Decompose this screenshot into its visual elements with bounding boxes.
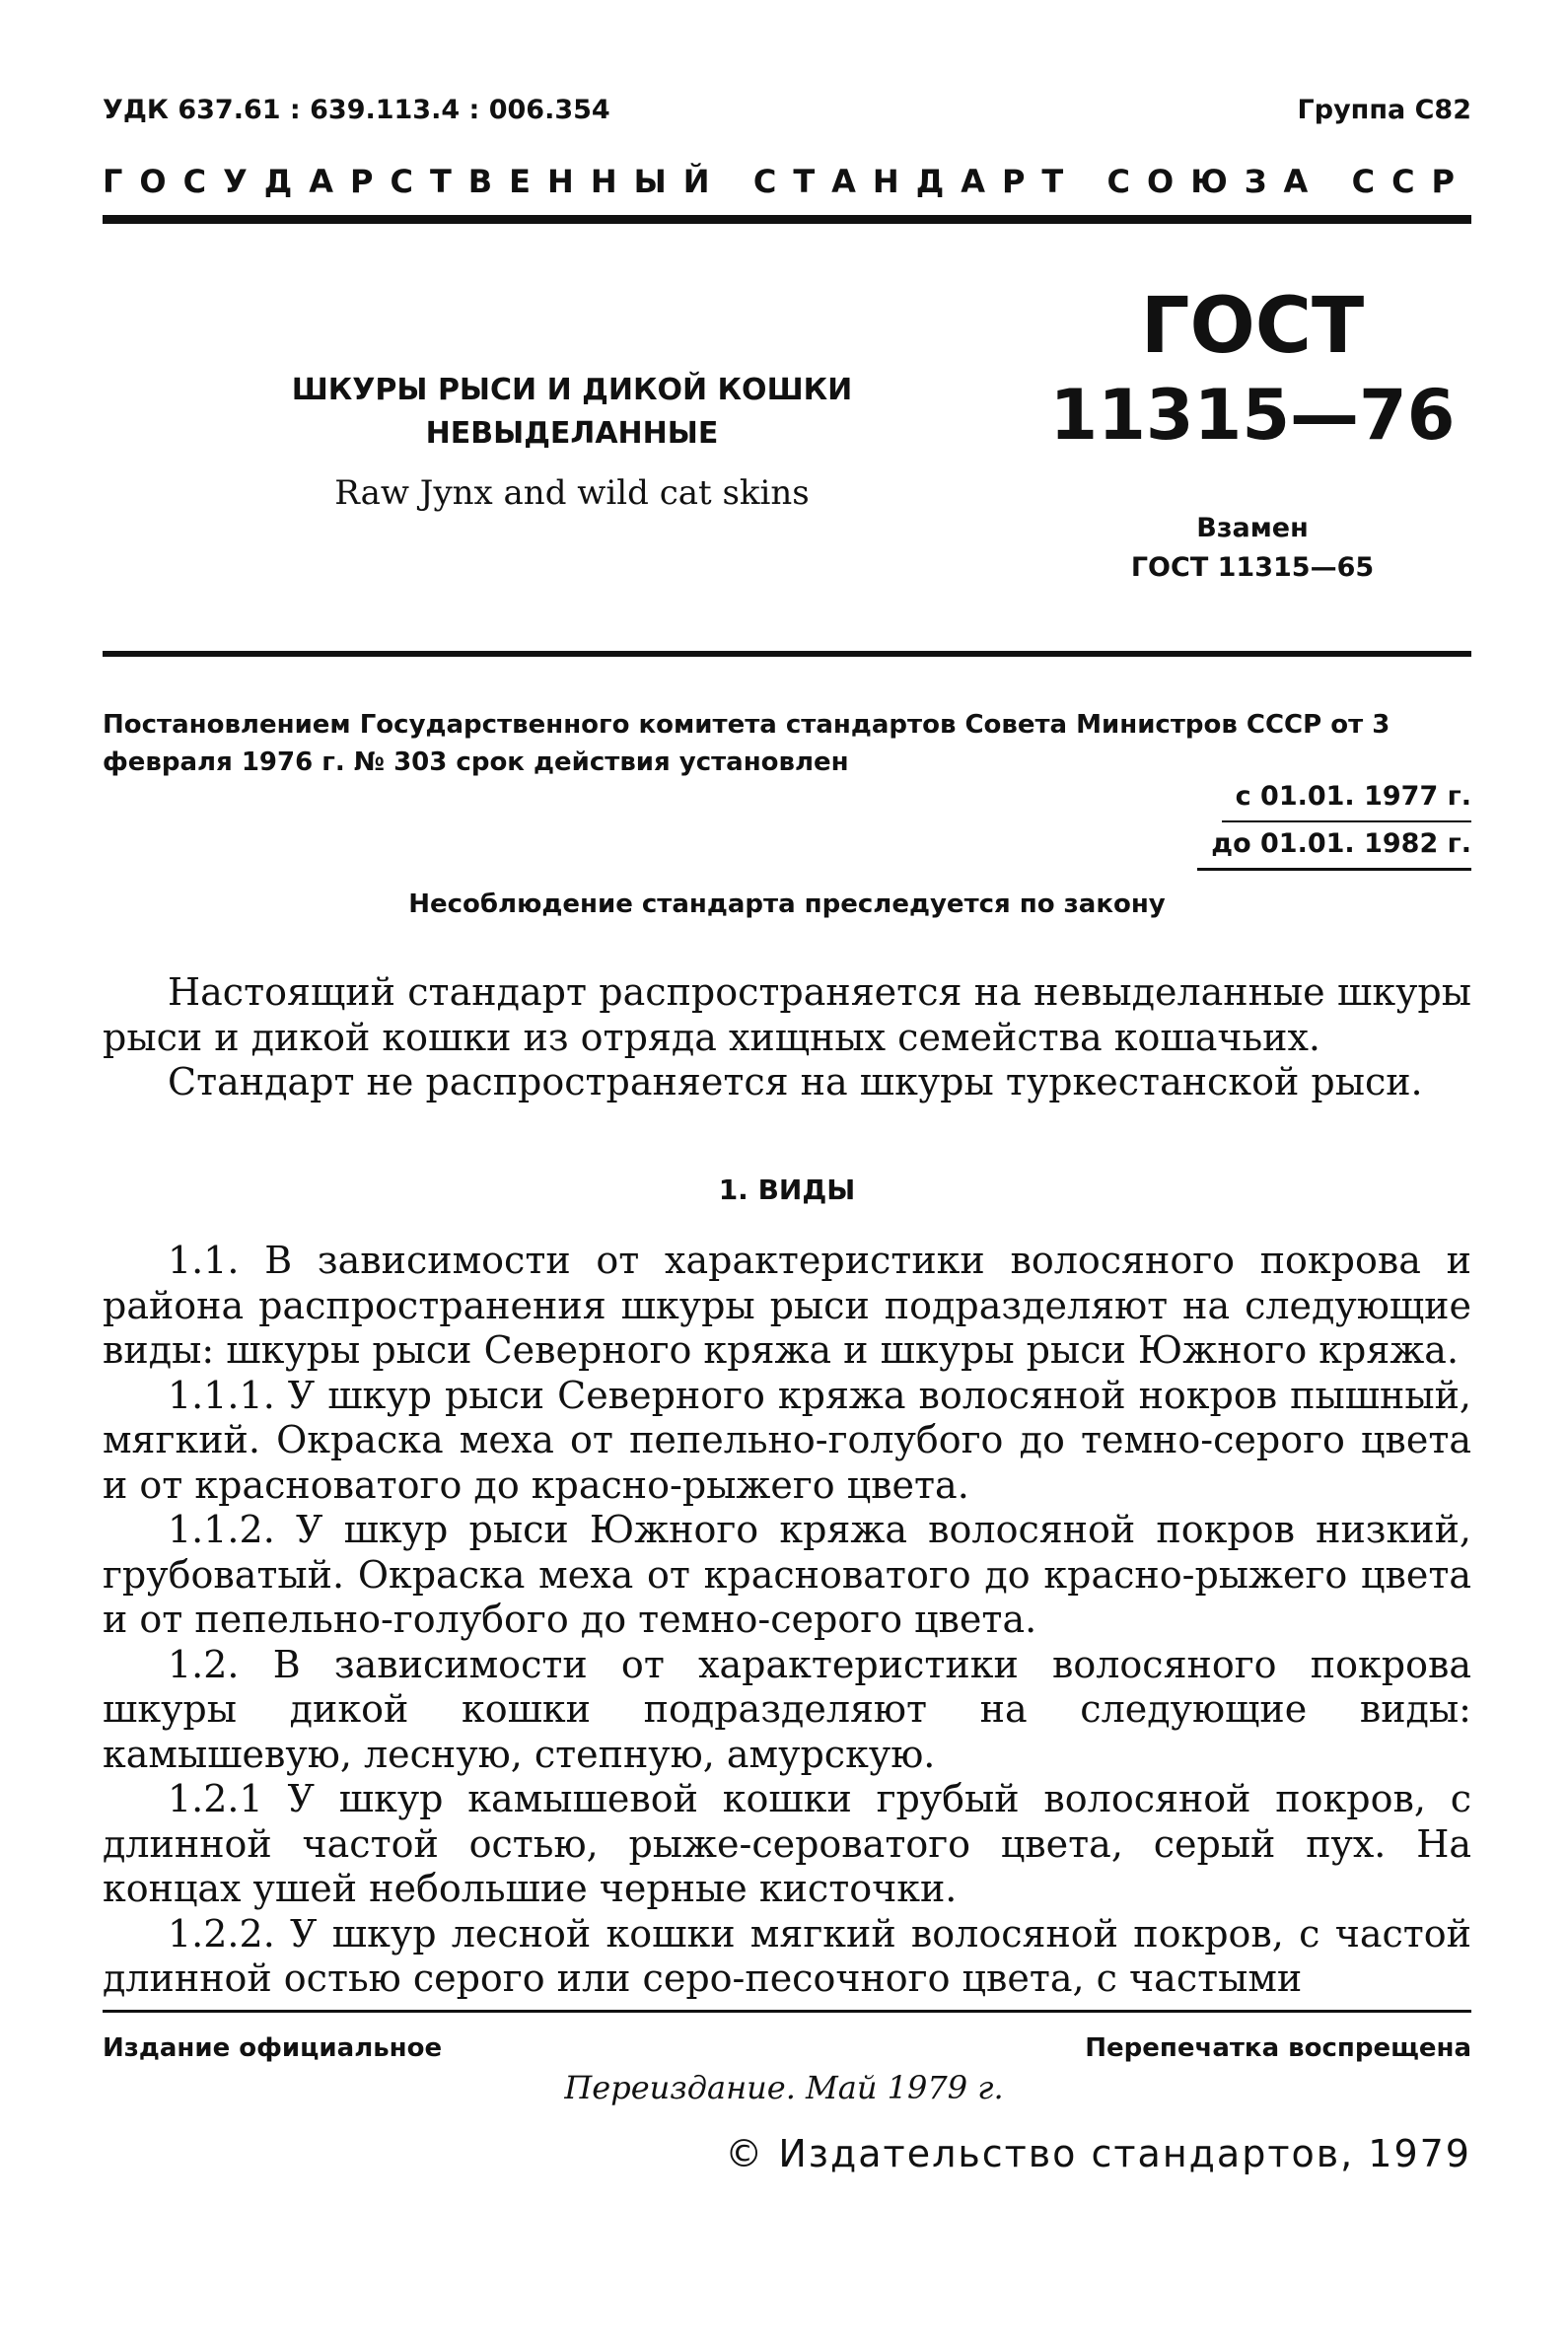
gost-number: 11315—76 (1049, 375, 1456, 456)
valid-to: до 01.01. 1982 г. (1197, 822, 1471, 871)
paragraph: 1.2.2. У шкур лесной кошки мягкий волосяной покров, с частой длинной остью серого или серо-песочного цвета, с частыми (103, 1911, 1471, 2000)
paragraph: 1.2.1 У шкур камышевой кошки грубый волосяной покров, с длинной частой остью, рыже-сероватого цвета, серый пух. На концах ушей небольшие черные кисточки. (103, 1777, 1471, 1910)
group-code: Группа С82 (1297, 95, 1471, 125)
banner-word: ССР (1351, 163, 1471, 200)
replaces-value: ГОСТ 11315—65 (1130, 552, 1375, 583)
paragraph: 1.1.2. У шкур рыси Южного кряжа волосяной покров низкий, грубоватый. Окраска меха от красноватого до красно-рыжего цвета и от пепельно-голубого до темно-серого цвета. (103, 1508, 1471, 1641)
reissue-note: Переиздание. Май 1979 г. (564, 2069, 1004, 2106)
state-standard-banner (103, 163, 1471, 200)
document-title (227, 369, 917, 456)
section-1-body (103, 1239, 1471, 2002)
banner-word: ГОСУДАРСТВЕННЫЙ (103, 163, 727, 200)
legal-warning: Несоблюдение стандарта преследуется по закону (408, 889, 1166, 919)
banner-word: СОЮЗА (1106, 163, 1325, 200)
english-title: Raw Jynx and wild cat skins (334, 473, 810, 513)
paragraph: 1.1. В зависимости от характеристики волосяного покрова и района распространения шкуры рыси подразделяют на следующие виды: шкуры рыси Северного кряжа и шкуры рыси Южного кряжа. (103, 1239, 1471, 1372)
paragraph: Стандарт не распространяется на шкуры туркестанской рыси. (168, 1060, 1423, 1103)
gost-label: ГОСТ (1140, 282, 1365, 371)
paragraph: 1.1.1. У шкур рыси Северного кряжа волосяной нокров пышный, мягкий. Окраска меха от пепельно-голубого до темно-серого цвета и от красноватого до красно-рыжего цвета. (103, 1373, 1471, 1507)
udc-code: УДК 637.61 : 639.113.4 : 006.354 (103, 95, 610, 125)
paragraph: 1.2. В зависимости от характеристики волосяного покрова шкуры дикой кошки подразделяют на следующие виды: камышевую, лесную, степную, амурскую. (103, 1642, 1471, 1776)
intro-section (103, 970, 1471, 1105)
title-line: НЕВЫДЕЛАННЫЕ (425, 416, 719, 451)
banner-word: СТАНДАРТ (752, 163, 1081, 200)
decree-text: Постановлением Государственного комитета стандартов Совета Министров СССР от 3 февраля 1976 г. № 303 срок действия установлен (103, 710, 1390, 777)
copyright-line: © Издательство стандартов, 1979 (725, 2132, 1471, 2175)
section-heading: 1. ВИДЫ (718, 1174, 856, 1206)
no-reprint-label: Перепечатка воспрещена (1085, 2033, 1471, 2063)
official-edition-label: Издание официальное (103, 2033, 443, 2063)
replaces-label: Взамен (1196, 513, 1309, 543)
header-divider (103, 215, 1471, 224)
title-divider (103, 651, 1471, 657)
paragraph: Настоящий стандарт распространяется на невыделанные шкуры рыси и дикой кошки из отряда хищных семейства кошачьих. (103, 970, 1471, 1059)
valid-from: с 01.01. 1977 г. (1222, 775, 1471, 822)
footer-divider (103, 2010, 1471, 2013)
title-line: ШКУРЫ РЫСИ И ДИКОЙ КОШКИ (291, 373, 853, 407)
validity-dates (1197, 775, 1471, 871)
replaces-block (1085, 509, 1420, 588)
